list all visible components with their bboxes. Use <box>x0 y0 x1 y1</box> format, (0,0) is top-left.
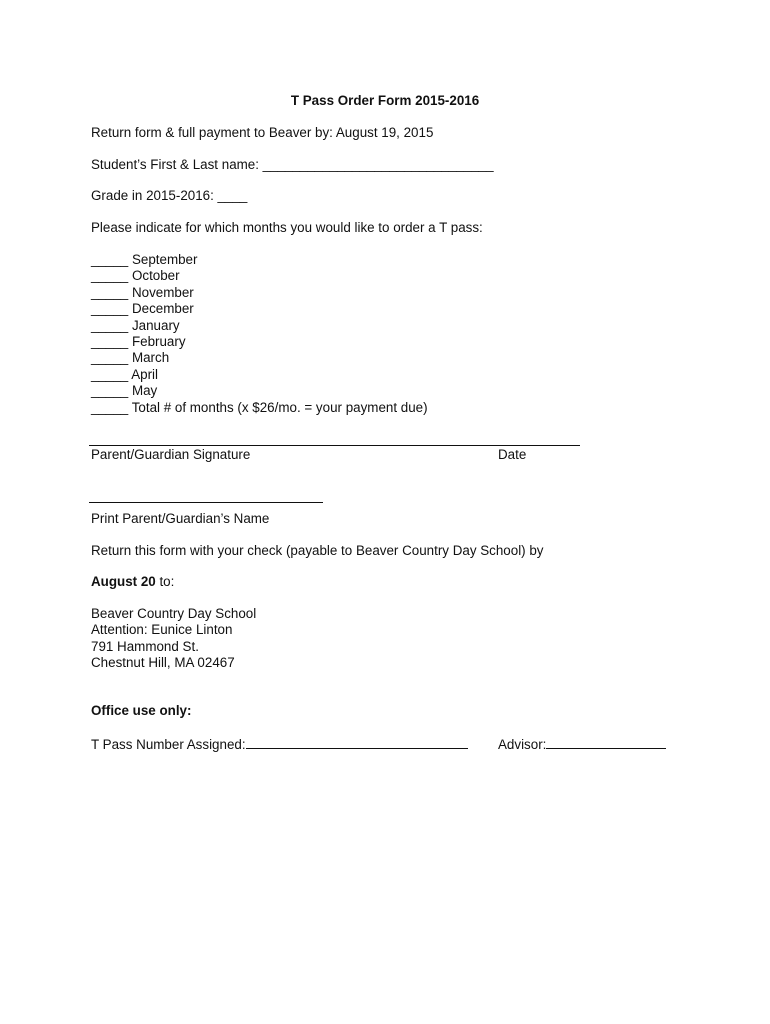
month-item-january: _____ January <box>91 317 180 333</box>
address-line-3: 791 Hammond St. <box>91 639 199 654</box>
tpass-number-label: T Pass Number Assigned: <box>91 737 246 752</box>
office-use-heading: Office use only: <box>91 703 192 718</box>
address-line-2: Attention: Eunice Linton <box>91 622 233 637</box>
signature-label: Parent/Guardian Signature <box>91 447 251 462</box>
due-date-suffix: to: <box>155 574 175 589</box>
form-title: T Pass Order Form 2015-2016 <box>290 93 480 108</box>
signature-line <box>89 445 580 446</box>
date-label: Date <box>498 447 527 462</box>
month-item-october: _____ October <box>91 268 180 284</box>
print-name-line <box>89 502 323 503</box>
due-date-line <box>91 574 174 590</box>
advisor-blank <box>546 735 666 749</box>
month-item-march: _____ March <box>91 350 170 366</box>
month-item-may: _____ May <box>91 383 158 399</box>
month-item-december: _____ December <box>91 301 194 317</box>
month-item-september: _____ September <box>91 252 198 267</box>
months-prompt: Please indicate for which months you would like to order a T pass: <box>91 220 483 235</box>
address-line-1: Beaver Country Day School <box>91 606 257 621</box>
advisor-field <box>498 735 666 753</box>
print-name-label: Print Parent/Guardian’s Name <box>91 511 270 526</box>
student-name-field: Student’s First & Last name: _______________________________ <box>91 157 494 172</box>
tpass-number-blank <box>246 735 468 749</box>
return-deadline-line: Return form & full payment to Beaver by: August 19, 2015 <box>91 125 434 140</box>
due-date-bold: August 20 <box>91 574 156 589</box>
total-months-item: _____ Total # of months (x $26/mo. = your payment due) <box>91 399 428 415</box>
address-line-4: Chestnut Hill, MA 02467 <box>91 655 235 670</box>
advisor-label: Advisor: <box>498 737 547 752</box>
month-item-april: _____ April <box>91 366 159 382</box>
tpass-number-field <box>91 735 468 753</box>
grade-field: Grade in 2015-2016: ____ <box>91 188 248 203</box>
return-instructions: Return this form with your check (payable to Beaver Country Day School) by <box>91 543 544 558</box>
months-list <box>91 252 428 416</box>
month-item-november: _____ November <box>91 284 194 300</box>
month-item-february: _____ February <box>91 333 186 349</box>
